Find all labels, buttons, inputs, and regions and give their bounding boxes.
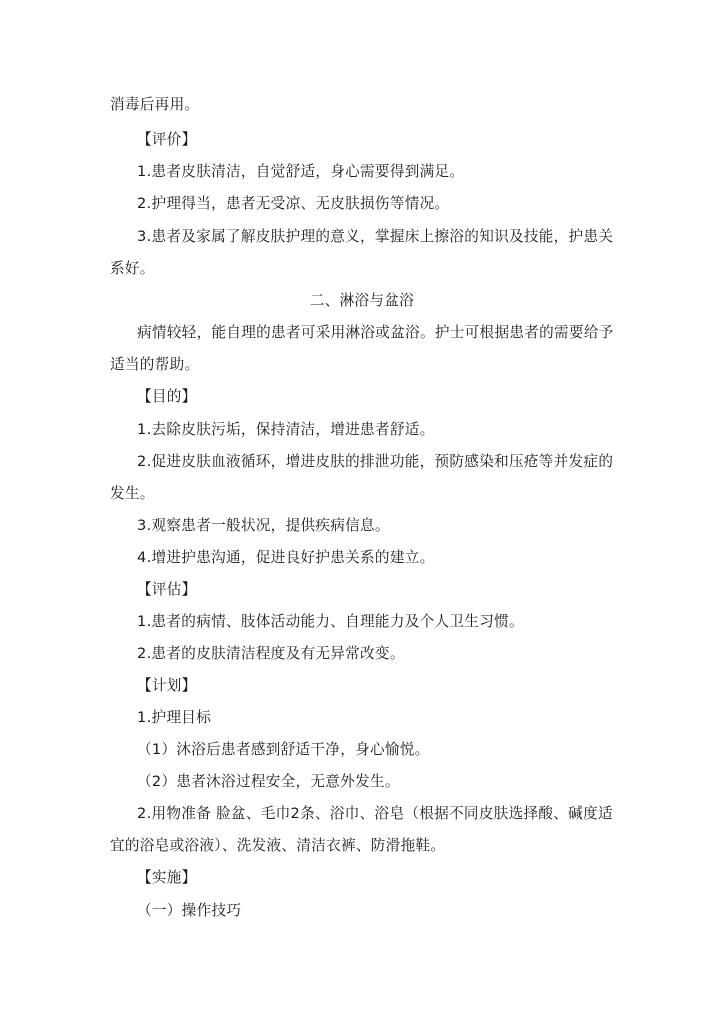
purpose-item-3: 3.观察患者一般状况，提供疾病信息。 xyxy=(137,517,390,534)
section-heading-assessment: 【评估】 xyxy=(137,581,197,598)
section-heading-evaluation: 【评价】 xyxy=(137,131,197,148)
evaluation-item-3-continuation: 系好。 xyxy=(110,260,155,277)
section-heading-purpose: 【目的】 xyxy=(137,388,197,405)
purpose-item-4: 4.增进护患沟通，促进良好护患关系的建立。 xyxy=(137,549,435,566)
plan-item-2-continuation: 宜的浴皂或浴液）、洗发液、清洁衣裤、防滑拖鞋。 xyxy=(110,837,446,854)
evaluation-item-1: 1.患者皮肤清洁，自觉舒适，身心需要得到满足。 xyxy=(137,163,465,180)
evaluation-item-3: 3.患者及家属了解皮肤护理的意义，掌握床上擦浴的知识及技能，护患关 xyxy=(137,228,614,245)
purpose-item-2-continuation: 发生。 xyxy=(110,485,155,502)
text-line-continuation: 消毒后再用。 xyxy=(110,96,200,113)
chapter-subtitle: 二、淋浴与盆浴 xyxy=(309,292,415,309)
plan-item-1: 1.护理目标 xyxy=(137,709,212,726)
assessment-item-1: 1.患者的病情、肢体活动能力、自理能力及个人卫生习惯。 xyxy=(137,613,524,630)
intro-paragraph: 病情较轻，能自理的患者可采用淋浴或盆浴。护士可根据患者的需要给予 xyxy=(137,324,614,341)
section-heading-implementation: 【实施】 xyxy=(137,869,197,886)
assessment-item-2: 2.患者的皮肤清洁程度及有无异常改变。 xyxy=(137,645,405,662)
evaluation-item-2: 2.护理得当，患者无受凉、无皮肤损伤等情况。 xyxy=(137,195,450,212)
intro-paragraph-continuation: 适当的帮助。 xyxy=(110,356,200,373)
plan-subitem-2: （2）患者沐浴过程安全，无意外发生。 xyxy=(137,773,400,790)
purpose-item-1: 1.去除皮肤污垢，保持清洁，增进患者舒适。 xyxy=(137,421,435,438)
plan-subitem-1: （1）沐浴后患者感到舒适干净，身心愉悦。 xyxy=(137,741,430,758)
implementation-subheading: （一）操作技巧 xyxy=(137,902,242,919)
purpose-item-2: 2.促进皮肤血液循环，增进皮肤的排泄功能，预防感染和压疮等并发症的 xyxy=(137,453,614,470)
section-heading-plan: 【计划】 xyxy=(137,677,197,694)
plan-item-2: 2.用物准备 脸盆、毛巾2条、浴巾、浴皂（根据不同皮肤选择酸、碱度适 xyxy=(137,805,613,822)
